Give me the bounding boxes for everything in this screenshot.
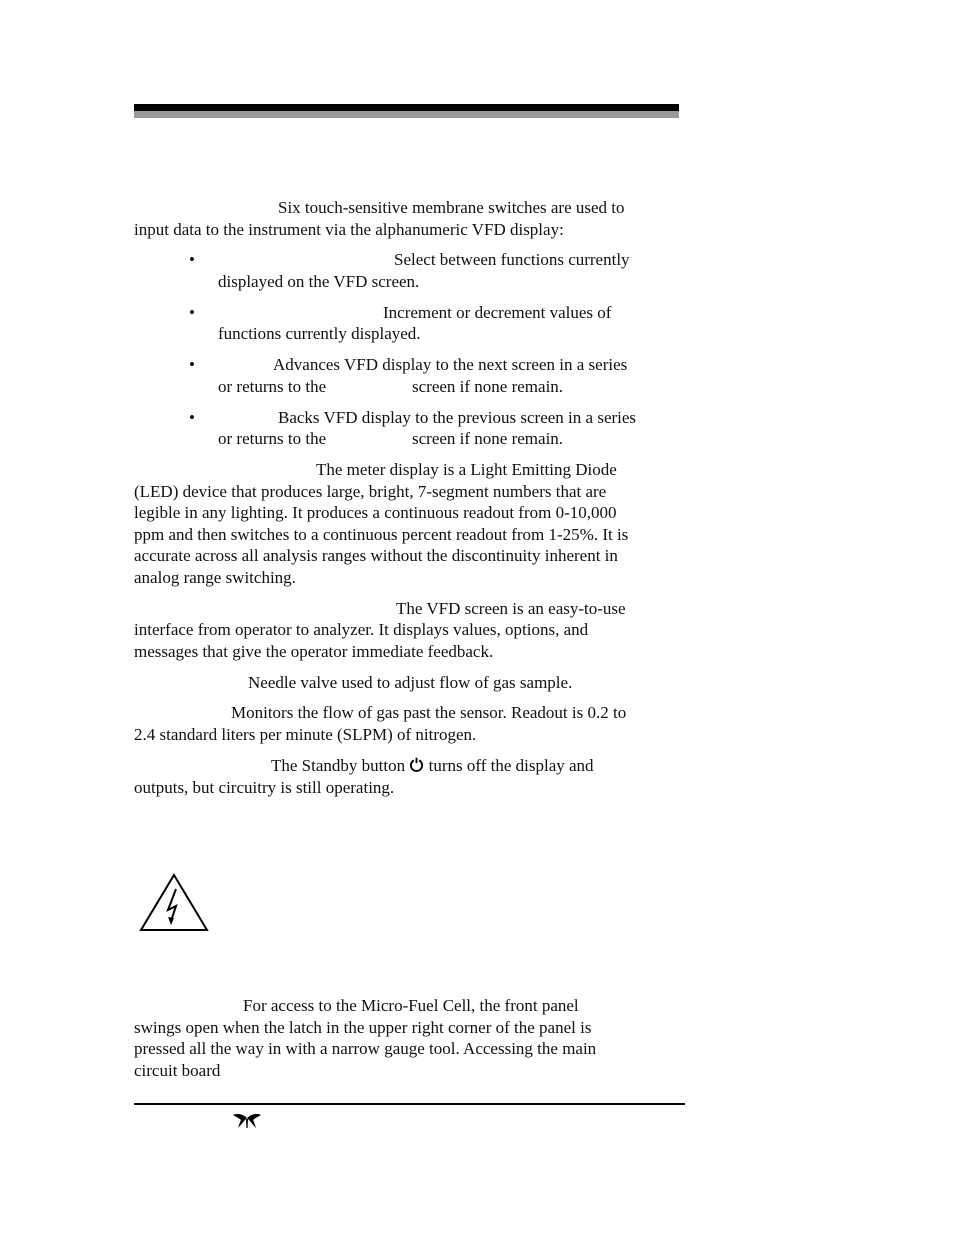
keypad-intro-line-2: input data to the instrument via the alphanumeric VFD display: (134, 220, 564, 239)
header-rule-gray (134, 111, 679, 118)
meter-line-2: (LED) device that produces large, bright, 7-segment numbers that are (134, 482, 607, 501)
footer-rule (134, 1103, 685, 1105)
access-line-1: For access to the Micro-Fuel Cell, the front panel (243, 996, 579, 1015)
keypad-item-4-line-1: Backs VFD display to the previous screen in a series (278, 408, 637, 427)
keypad-intro-line-1: Six touch-sensitive membrane switches are used to (278, 198, 625, 217)
flowmeter-line-1: Monitors the flow of gas past the sensor. Readout is 0.2 to (231, 703, 627, 722)
access-line-2: swings open when the latch in the upper right corner of the panel is (134, 1018, 592, 1037)
meter-line-4: ppm and then switches to a continuous percent readout from 1-25%. It is (134, 525, 629, 544)
keypad-item-2-line-2: functions currently displayed. (218, 324, 421, 343)
keypad-item-1-line-1: Select between functions currently (394, 250, 630, 269)
keypad-item-4-line-2a: or returns to the (218, 429, 327, 448)
keypad-item-3-line-2b: screen if none remain. (412, 377, 564, 396)
keypad-item-3-line-1: Advances VFD display to the next screen in a series (273, 355, 628, 374)
access-line-4: circuit board (134, 1061, 221, 1080)
meter-line-3: legible in any lighting. It produces a continuous readout from 0-10,000 (134, 503, 617, 522)
vfd-line-2: interface from operator to analyzer. It displays values, options, and (134, 620, 589, 639)
standby-line-1b: turns off the display and (428, 756, 594, 775)
keypad-item-3-line-2a: or returns to the (218, 377, 327, 396)
standby-line-1 (271, 755, 594, 777)
power-icon (409, 757, 424, 772)
access-line-3: pressed all the way in with a narrow gauge tool. Accessing the main (134, 1039, 597, 1058)
keypad-item-2-line-1: Increment or decrement values of (383, 303, 612, 322)
vfd-line-3: messages that give the operator immediate feedback. (134, 642, 494, 661)
bullet-marker: • (189, 355, 195, 374)
vfd-line-1: The VFD screen is an easy-to-use (396, 599, 626, 618)
standby-line-1a: The Standby button (271, 756, 406, 775)
meter-line-6: analog range switching. (134, 568, 296, 587)
bullet-marker: • (189, 408, 195, 427)
header-rule-black (134, 104, 679, 111)
bullet-marker: • (189, 303, 195, 322)
keypad-item-1-line-2: displayed on the VFD screen. (218, 272, 420, 291)
meter-line-5: accurate across all analysis ranges without the discontinuity inherent in (134, 546, 618, 565)
high-voltage-warning-icon (138, 872, 210, 934)
bullet-marker: • (189, 250, 195, 269)
needle-valve-line-1: Needle valve used to adjust flow of gas sample. (248, 673, 573, 692)
keypad-item-4-line-2b: screen if none remain. (412, 429, 564, 448)
teledyne-logo-icon (232, 1109, 262, 1129)
meter-line-1: The meter display is a Light Emitting Diode (316, 460, 617, 479)
standby-line-2: outputs, but circuitry is still operating. (134, 778, 395, 797)
flowmeter-line-2: 2.4 standard liters per minute (SLPM) of nitrogen. (134, 725, 477, 744)
